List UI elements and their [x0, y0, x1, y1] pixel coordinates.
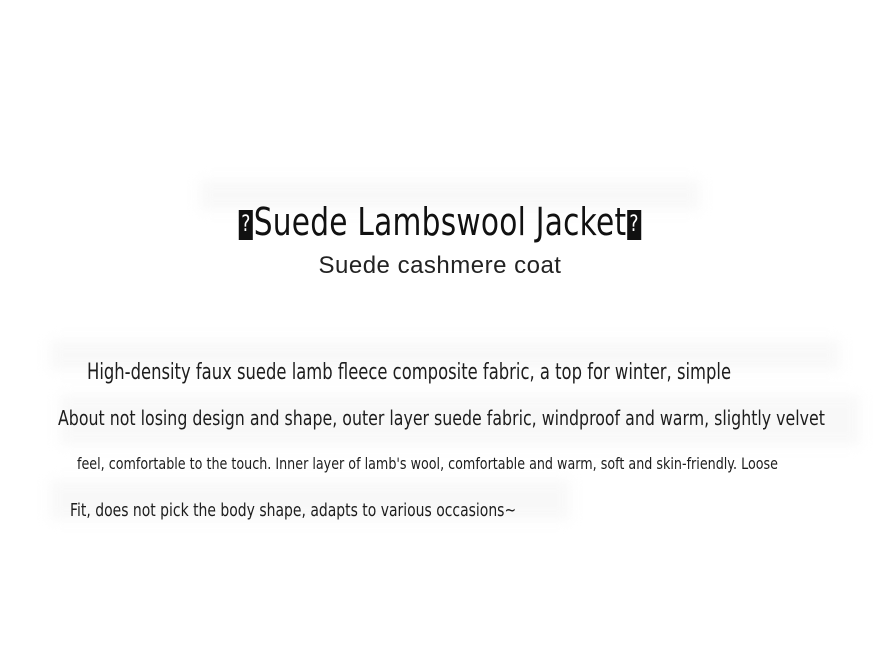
description-line: Fit, does not pick the body shape, adapts to various occasions~: [70, 500, 517, 521]
missing-glyph-icon: ?: [627, 210, 641, 240]
product-subtitle: Suede cashmere coat: [318, 252, 562, 279]
product-title: [97, 198, 783, 246]
missing-glyph-icon: ?: [239, 210, 253, 240]
product-title-text: Suede Lambswool Jacket: [253, 200, 627, 244]
description-line: High-density faux suede lamb fleece composite fabric, a top for winter, simple: [87, 360, 732, 385]
description-line: feel, comfortable to the touch. Inner layer of lamb's wool, comfortable and warm, soft and skin-friendly. Loose: [77, 454, 778, 473]
description-line: About not losing design and shape, outer layer suede fabric, windproof and warm, slightly velvet: [58, 406, 825, 430]
